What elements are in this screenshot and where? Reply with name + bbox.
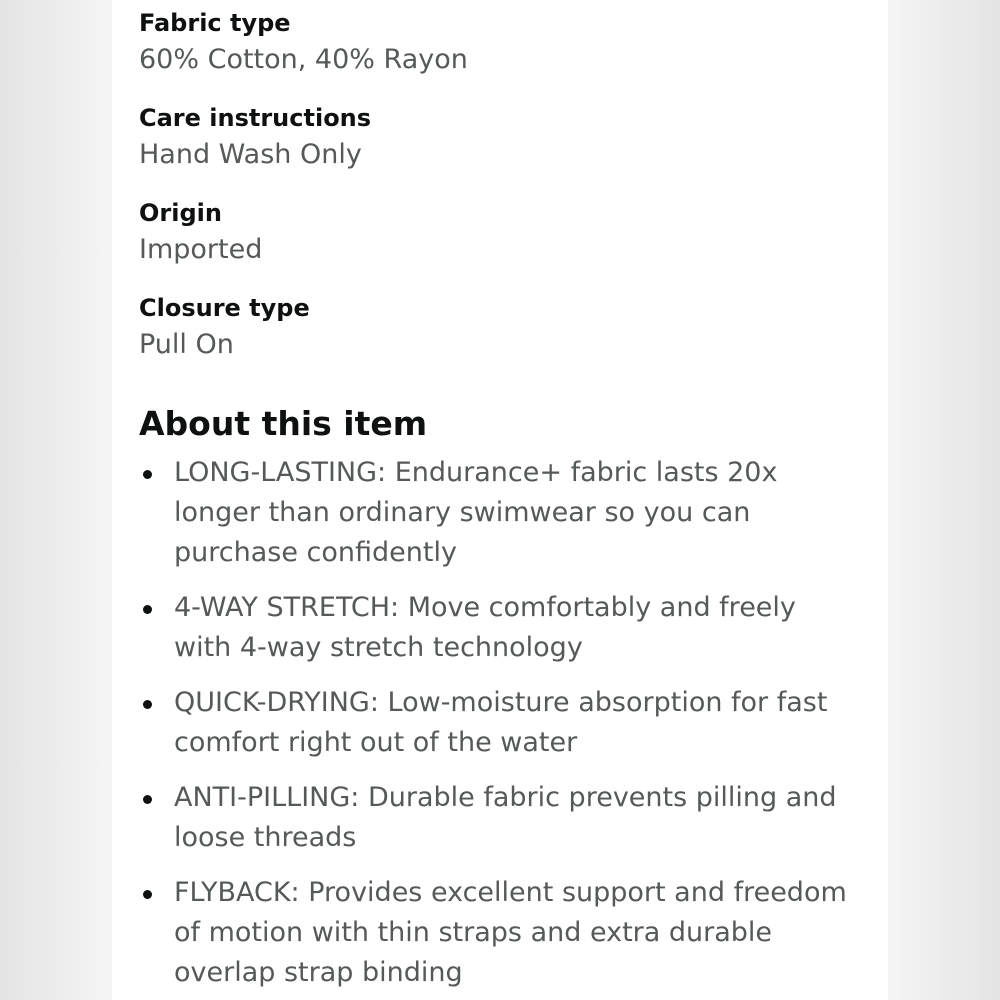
- bullet-dot: [143, 795, 152, 804]
- bullet-text: ANTI-PILLING: Durable fabric prevents pilling and loose threads: [174, 782, 837, 853]
- spec-origin: [139, 198, 859, 268]
- spec-value: 60% Cotton, 40% Rayon: [139, 44, 468, 75]
- spec-value: Hand Wash Only: [139, 139, 362, 170]
- spec-closure-type: [139, 293, 859, 363]
- spec-value: Imported: [139, 234, 263, 265]
- list-item: [139, 873, 869, 993]
- spec-label: Fabric type: [139, 9, 291, 37]
- bullet-dot: [143, 470, 152, 479]
- list-item: [139, 453, 869, 573]
- spec-label: Origin: [139, 199, 222, 227]
- bullet-text: LONG-LASTING: Endurance+ fabric lasts 20x longer than ordinary swimwear so you can purchase confidently: [174, 457, 778, 568]
- bullet-text: QUICK-DRYING: Low-moisture absorption for fast comfort right out of the water: [174, 687, 828, 758]
- list-item: [139, 588, 869, 668]
- bullet-dot: [143, 890, 152, 899]
- bullet-dot: [143, 700, 152, 709]
- bullet-text: FLYBACK: Provides excellent support and freedom of motion with thin straps and extra durable overlap strap binding: [174, 877, 847, 988]
- spec-value: Pull On: [139, 329, 234, 360]
- about-this-item-heading: About this item: [139, 404, 428, 443]
- list-item: [139, 778, 869, 858]
- product-details-panel: [112, 0, 888, 1000]
- spec-label: Closure type: [139, 294, 310, 322]
- bullet-text: 4-WAY STRETCH: Move comfortably and freely with 4-way stretch technology: [174, 592, 796, 663]
- background-right-margin: [880, 0, 1000, 1000]
- spec-care-instructions: [139, 103, 859, 173]
- list-item: [139, 683, 869, 763]
- spec-label: Care instructions: [139, 104, 372, 132]
- spec-fabric-type: [139, 8, 859, 78]
- bullet-dot: [143, 605, 152, 614]
- background-left-margin: [0, 0, 120, 1000]
